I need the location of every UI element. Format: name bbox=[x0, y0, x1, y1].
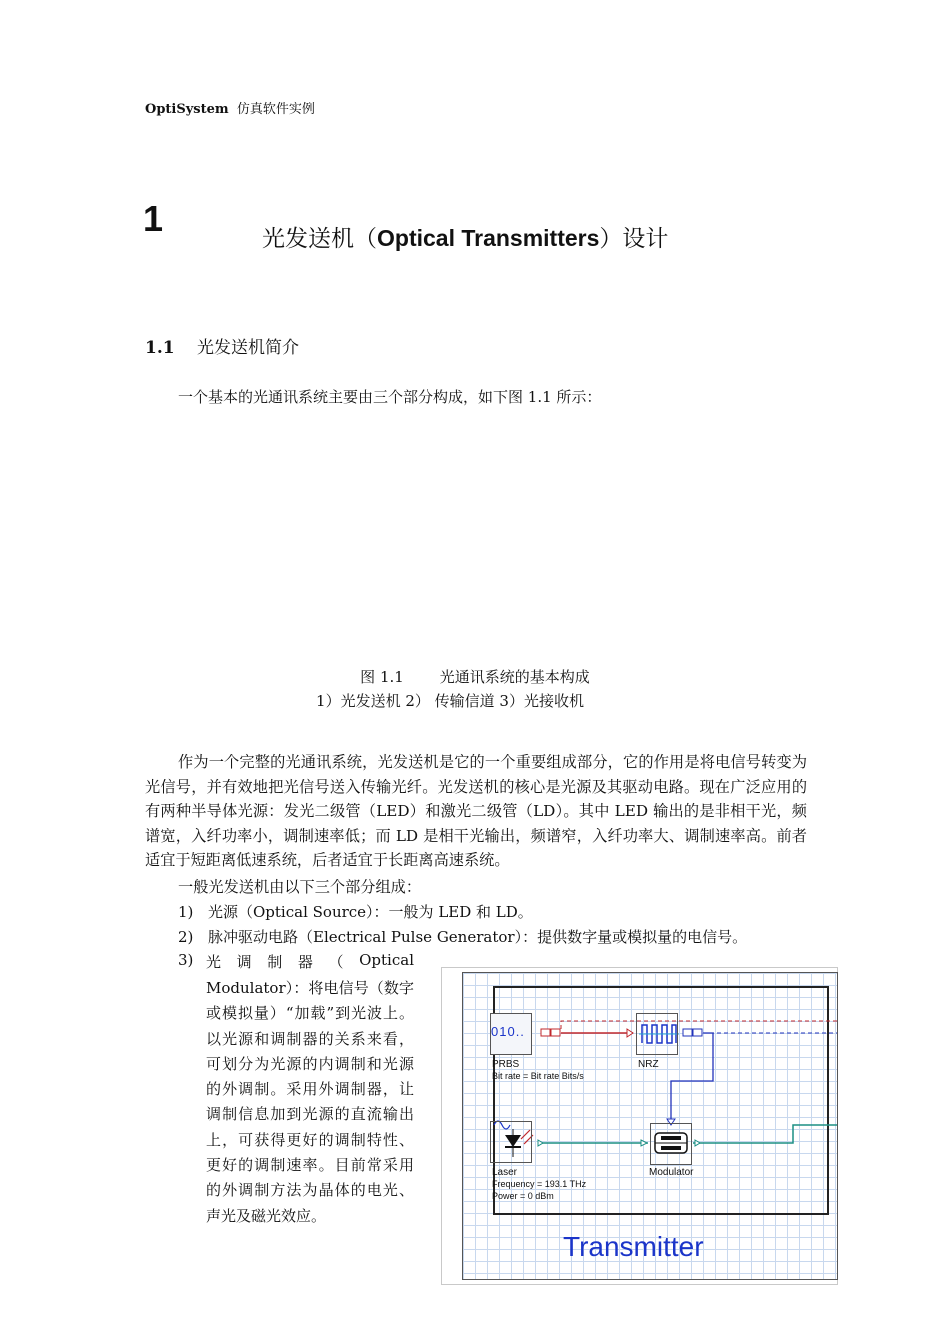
modulator-label: Modulator bbox=[649, 1167, 694, 1178]
figure-parts: 1）光发送机 2） 传输信道 3）光接收机 bbox=[316, 692, 584, 710]
laser-frequency: Frequency = 193.1 THz bbox=[492, 1179, 587, 1189]
chapter-title-en: Optical Transmitters bbox=[377, 225, 600, 251]
section-heading bbox=[145, 333, 299, 358]
list-item bbox=[178, 951, 208, 969]
list-number: 2) bbox=[178, 928, 194, 946]
list-item bbox=[178, 901, 533, 922]
schematic-canvas bbox=[462, 972, 838, 1280]
laser-power: Power = 0 dBm bbox=[492, 1191, 554, 1201]
nrz-block[interactable] bbox=[636, 1013, 678, 1055]
port-arrow bbox=[641, 1140, 647, 1146]
list-number: 3) bbox=[178, 951, 194, 969]
body-paragraph: 作为一个完整的光通讯系统，光发送机是它的一个重要组成部分，它的作用是将电信号转变为光信号，并有效地把光信号送入传输光纤。光发送机的核心是光源及其驱动电路。现在广泛应用的有两种半导体光源：发光二级管（LED）和激光二级管（LD）。其中 LED 输出的是非相干光，频谱宽，入纤功率小，调制速率低；而 LD 是相干光输出，频谱窄，入纤功率大、调制速率高。前者适宜于短距离低速系统，后者适宜于长距离高速系统。 bbox=[145, 753, 807, 869]
list-item bbox=[178, 926, 747, 947]
chapter-title-cn-b: ）设计 bbox=[599, 225, 669, 251]
list-head-char: 光 bbox=[206, 953, 222, 971]
figure-caption bbox=[0, 666, 950, 687]
diagram-title: Transmitter bbox=[563, 1231, 704, 1262]
port bbox=[693, 1029, 702, 1036]
list-head-char: （ bbox=[328, 953, 344, 971]
prbs-param: Bit rate = Bit rate Bits/s bbox=[492, 1071, 584, 1081]
list-text: Modulator）：将电信号（数字或模拟量）“加载”到光波上。以光源和调制器的关系来看，可划分为光源的内调制和光源的外调制。采用外调制器，让调制信息加到光源的直流输出上，可获得更好的调制特性、更好的调制速率。目前常采用的外调制方法为晶体的电光、声光及磁光效应。 bbox=[206, 979, 414, 1225]
electrical-wire-dashed bbox=[561, 1021, 837, 1029]
list-head-char: 器 bbox=[297, 953, 313, 971]
modulator-block[interactable] bbox=[650, 1123, 692, 1165]
list-head-char: 调 bbox=[236, 953, 252, 971]
list-item-head bbox=[206, 951, 414, 972]
port-arrow bbox=[627, 1029, 633, 1037]
section-number: 1.1 bbox=[145, 338, 175, 358]
figure-caption-text: 光通讯系统的基本构成 bbox=[439, 668, 590, 686]
list-number: 1) bbox=[178, 903, 194, 921]
transmitter-figure bbox=[441, 967, 838, 1285]
body-paragraph-2: 一般光发送机由以下三个部分组成： bbox=[178, 878, 421, 896]
laser-block[interactable] bbox=[490, 1121, 532, 1163]
header-brand: OptiSystem bbox=[145, 102, 229, 117]
chapter-title bbox=[262, 220, 668, 253]
intro-text: 一个基本的光通讯系统主要由三个部分构成，如下图 1.1 所示： bbox=[178, 388, 602, 406]
list-head-char: Optical bbox=[359, 951, 414, 969]
port-arrow bbox=[695, 1140, 700, 1146]
port bbox=[541, 1029, 550, 1036]
optical-wire bbox=[693, 1125, 837, 1143]
port bbox=[683, 1029, 692, 1036]
nrz-label: NRZ bbox=[638, 1059, 659, 1070]
figure-number: 图 1.1 bbox=[360, 668, 404, 686]
prbs-glyph: 010.. bbox=[491, 1024, 525, 1039]
list-text: 光源（Optical Source）：一般为 LED 和 LD。 bbox=[208, 903, 533, 921]
prbs-label: PRBS bbox=[492, 1059, 520, 1070]
port bbox=[551, 1029, 560, 1036]
section-title: 光发送机简介 bbox=[197, 338, 299, 358]
running-header bbox=[145, 98, 315, 117]
list-head-char: 制 bbox=[267, 953, 283, 971]
chapter-title-cn-a: 光发送机（ bbox=[262, 225, 377, 251]
chapter-number: 1 bbox=[143, 198, 164, 239]
list-text: 脉冲驱动电路（Electrical Pulse Generator）：提供数字量或模拟量的电信号。 bbox=[208, 928, 748, 946]
header-subtitle: 仿真软件实例 bbox=[236, 102, 315, 117]
port-arrow bbox=[538, 1140, 543, 1146]
laser-label: Laser bbox=[492, 1167, 518, 1178]
